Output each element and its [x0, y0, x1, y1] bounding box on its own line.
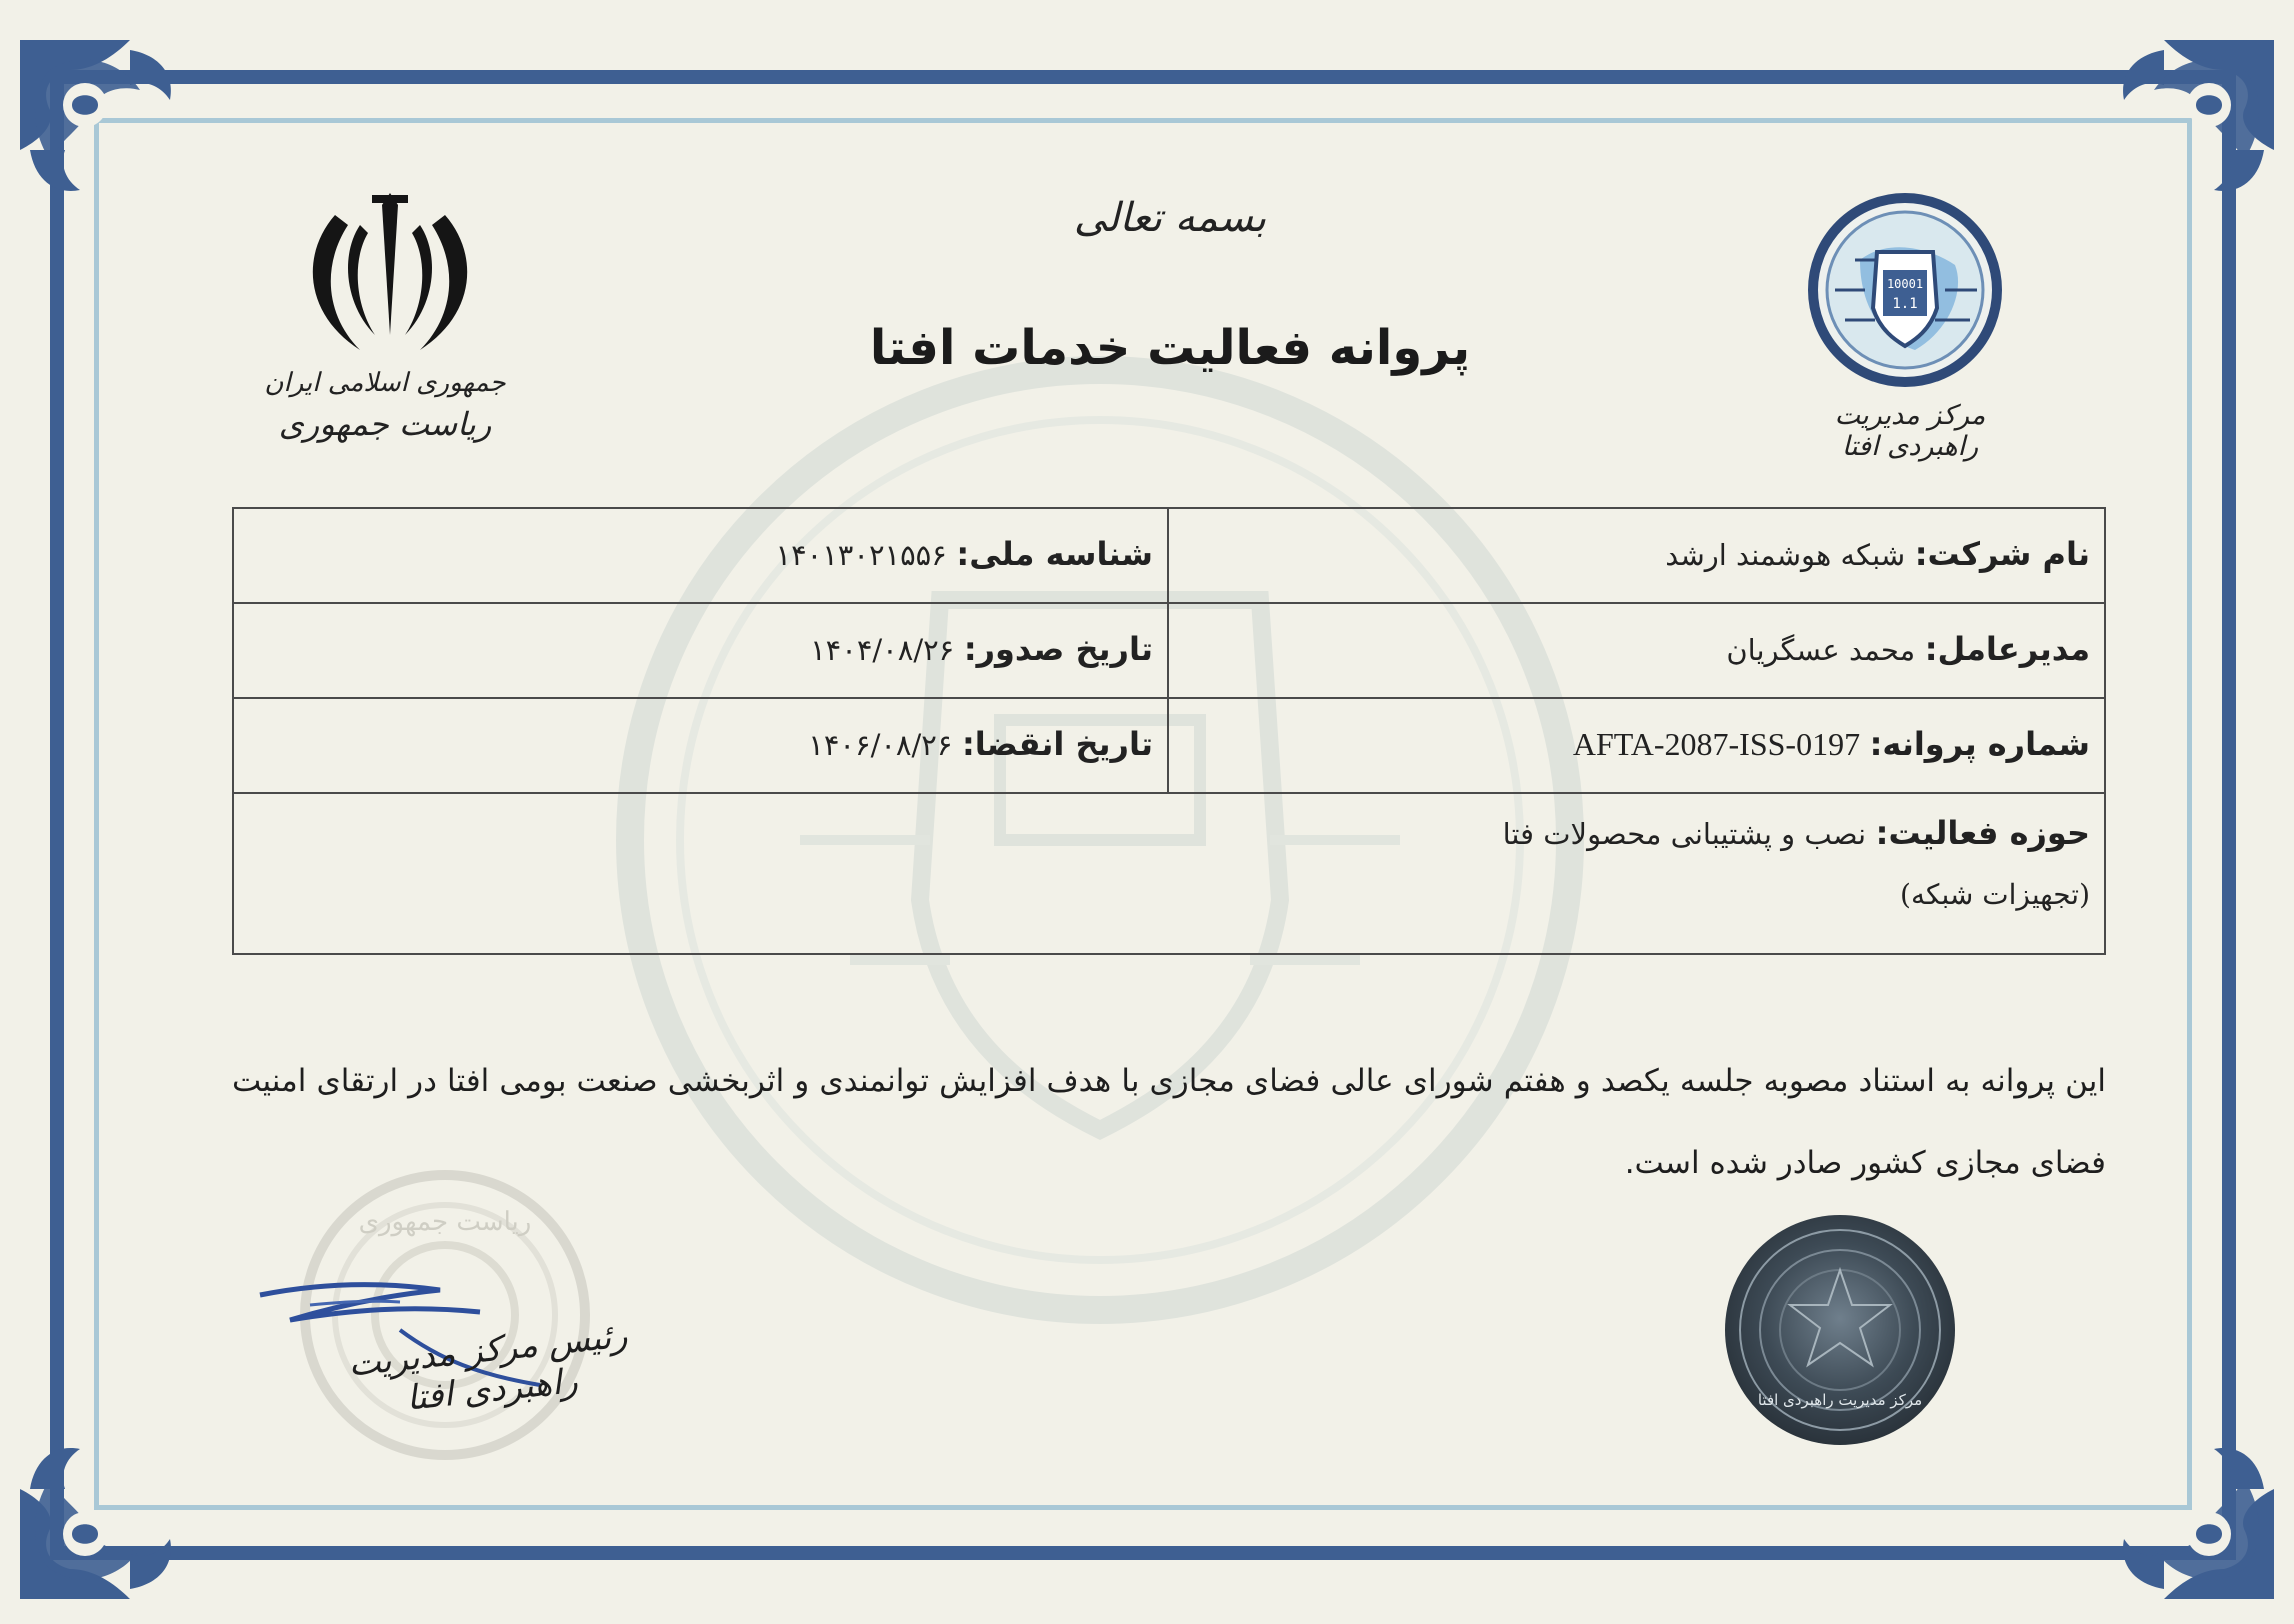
- company-label: نام شرکت:: [1914, 535, 2090, 573]
- corner-ornament-icon: [2094, 1419, 2284, 1609]
- certificate-statement: این پروانه به استناد مصوبه جلسه یکصد و هفتم شورای عالی فضای مجازی با هدف افزایش توانمندی و اثربخشی صنعت بومی افتا در ارتقای امنیت فضای مجازی کشور صادر شده است.: [232, 1063, 2106, 1181]
- expiry-date-cell: [234, 699, 1167, 792]
- table-row: [234, 509, 2104, 604]
- issue-date-cell: [234, 604, 1167, 697]
- national-id-cell: [234, 509, 1167, 602]
- logo-code-top: 10001: [1886, 277, 1924, 291]
- hologram-seal-icon: [1720, 1210, 1960, 1450]
- table-row: [234, 604, 2104, 699]
- signatory-title: رئیس مرکز مدیریت راهبردی افتا: [346, 1315, 630, 1419]
- license-number-label: شماره پروانه:: [1869, 725, 2090, 763]
- expiry-date-label: تاریخ انقضا:: [961, 725, 1153, 763]
- company-value: شبکه هوشمند ارشد: [1665, 538, 1906, 572]
- ceo-label: مدیرعامل:: [1924, 630, 2090, 668]
- seal-text: ریاست جمهوری: [358, 1207, 532, 1237]
- license-number-value: AFTA-2087-ISS-0197: [1572, 726, 1861, 762]
- ceo-cell: [1167, 604, 2104, 697]
- bismillah-heading: بسمه تعالی: [1073, 195, 1267, 241]
- info-table: [232, 507, 2106, 955]
- ceo-value: محمد عسگریان: [1726, 633, 1916, 667]
- emblem-caption-line1: جمهوری اسلامی ایران: [264, 368, 506, 398]
- scope-label: حوزه فعالیت:: [1875, 814, 2090, 852]
- issue-date-label: تاریخ صدور:: [963, 630, 1153, 668]
- corner-ornament-icon: [10, 1419, 200, 1609]
- logo-caption: مرکز مدیریت راهبردی افتا: [1834, 400, 1986, 462]
- afta-logo-icon: [1805, 190, 2005, 390]
- issue-date-value: ۱۴۰۴/۰۸/۲۶: [810, 633, 955, 667]
- corner-ornament-icon: [10, 30, 200, 220]
- company-cell: [1167, 509, 2104, 602]
- scope-cell: [234, 794, 2104, 918]
- license-number-cell: [1167, 699, 2104, 792]
- iran-emblem-icon: [290, 185, 490, 355]
- national-id-value: ۱۴۰۱۳۰۲۱۵۵۶: [775, 538, 947, 572]
- expiry-date-value: ۱۴۰۶/۰۸/۲۶: [808, 728, 953, 762]
- logo-code-bottom: 1.1: [1892, 296, 1918, 312]
- table-row: [234, 699, 2104, 794]
- scope-subtext: (تجهیزات شبکه): [1900, 878, 2090, 911]
- certificate-title: پروانه فعالیت خدمات افتا: [869, 320, 1471, 376]
- table-row: [234, 794, 2104, 918]
- corner-ornament-icon: [2094, 30, 2284, 220]
- emblem-caption: [255, 365, 515, 447]
- emblem-caption-line2: ریاست جمهوری: [278, 405, 492, 443]
- hologram-text: مرکز مدیریت راهبردی افتا: [1757, 1391, 1923, 1409]
- national-id-label: شناسه ملی:: [956, 535, 1153, 573]
- scope-value: نصب و پشتیبانی محصولات فتا: [1502, 817, 1867, 851]
